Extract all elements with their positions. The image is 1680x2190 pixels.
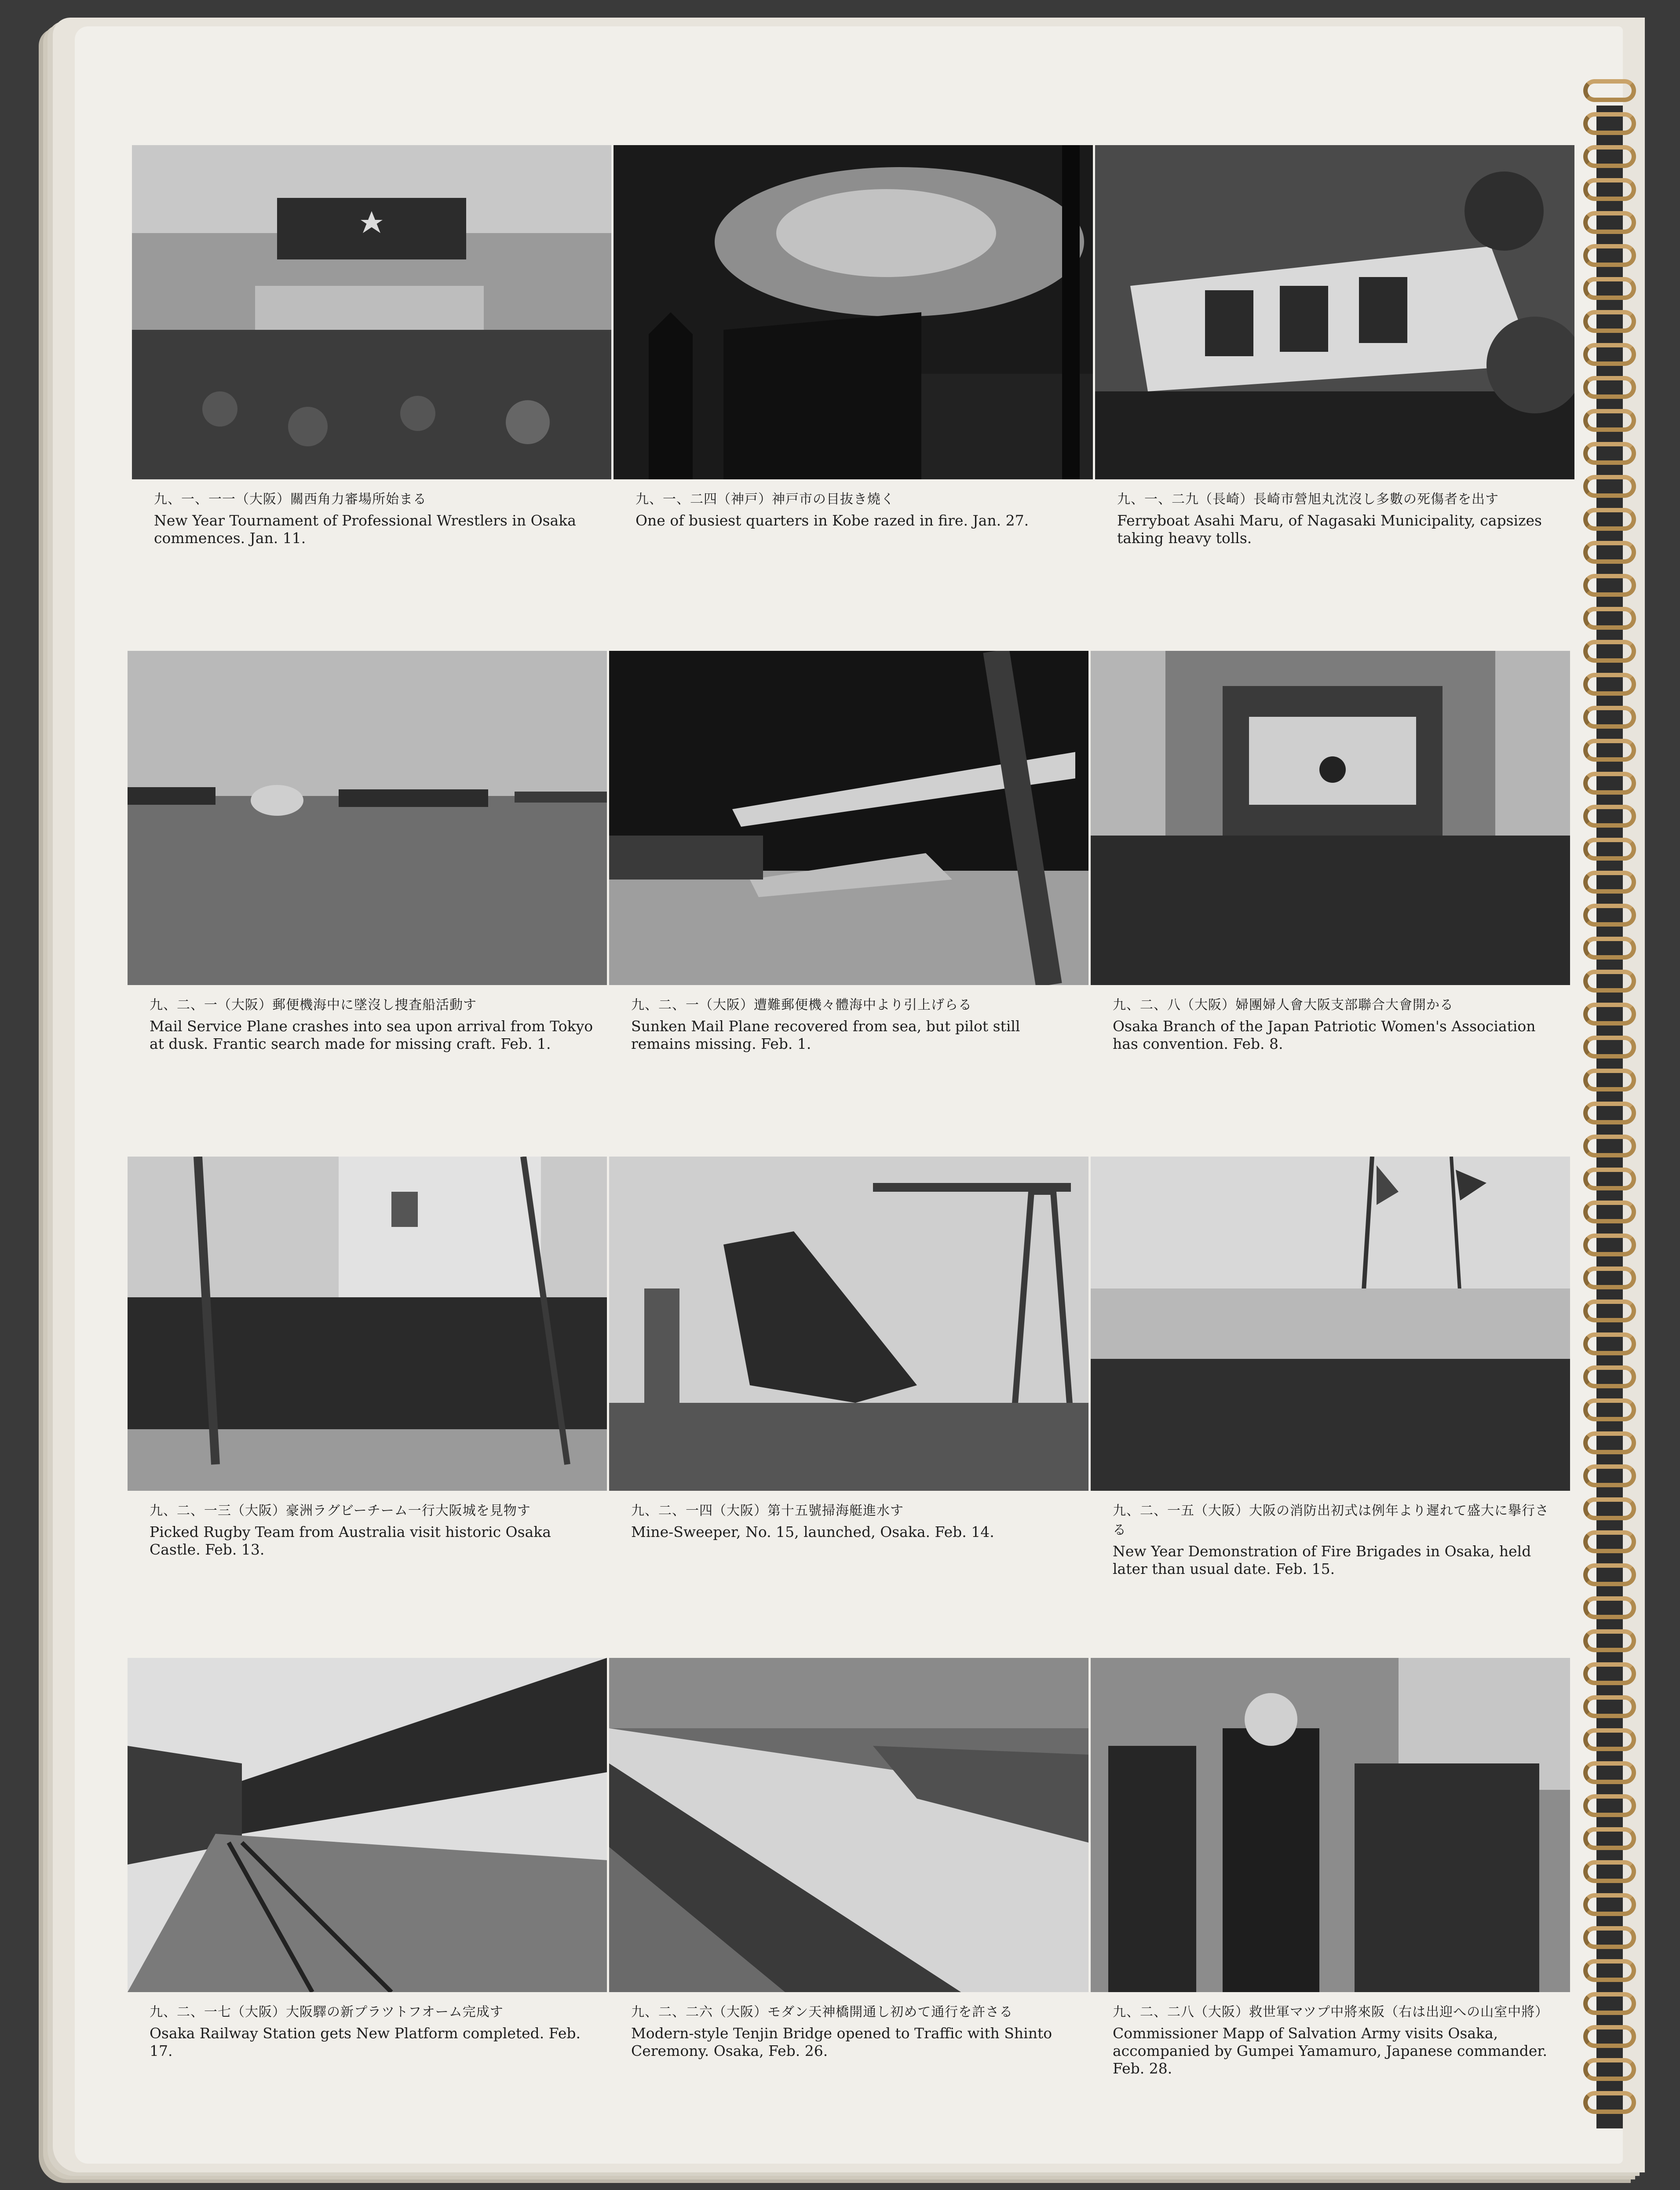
caption [154,488,603,547]
caption-text: Mail Service Plane crashes into sea upon arrival from Tokyo at dusk. Frantic search made for missing craft. Feb. 1. [150,1018,593,1052]
spiral-coil [1583,1398,1636,1421]
caption [150,2001,598,2060]
caption [1113,1500,1561,1578]
spiral-coil [1583,1365,1636,1388]
caption-number: 九、一、二四（神戸）神戸市の目抜き燒く [635,492,895,507]
photo-mine-sweeper-launch [609,1157,1088,1491]
caption-text: New Year Tournament of Professional Wrestlers in Osaka commences. Jan. 11. [154,512,576,547]
spiral-coil [1583,1728,1636,1751]
spiral-coil [1583,838,1636,861]
spiral-coil [1583,1530,1636,1553]
spiral-coil [1583,739,1636,762]
spiral-coil [1583,1201,1636,1223]
spiral-coil [1583,2058,1636,2081]
caption [1113,2001,1561,2077]
spiral-coil [1583,574,1636,597]
caption-text: Picked Rugby Team from Australia visit historic Osaka Castle. Feb. 13. [150,1523,551,1558]
spiral-coil [1583,607,1636,630]
spiral-coil [1583,2091,1636,2114]
spiral-coil [1583,673,1636,696]
spiral-coil [1583,1695,1636,1718]
spiral-coil [1583,1135,1636,1157]
spiral-coil [1583,1332,1636,1355]
spiral-coil [1583,376,1636,399]
caption-number: 九、二、一七（大阪）大阪驛の新プラツトフオーム完成す [150,2004,504,2020]
spiral-coil [1583,145,1636,168]
spiral-coil [1583,409,1636,432]
photo-salvation-army-commissioner [1091,1658,1570,1992]
caption-number: 九、二、一五（大阪）大阪の消防出初式は例年より遲れて盛大に擧行さる [1113,1503,1549,1538]
caption-number: 九、二、一（大阪）郵便機海中に墜沒し捜査船活動す [150,997,477,1013]
photo-tenjin-bridge-opening [609,1658,1088,1992]
spiral-coil [1583,1629,1636,1652]
spiral-coil [1583,1860,1636,1883]
caption-number: 九、一、二九（長崎）長崎市營旭丸沈沒し多數の死傷者を出す [1117,492,1499,507]
spiral-coil [1583,1926,1636,1949]
spiral-coil [1583,1168,1636,1190]
caption [150,1500,598,1559]
spiral-coil [1583,1036,1636,1058]
spiral-coil [1583,970,1636,993]
spiral-coil [1583,640,1636,663]
spiral-coil [1583,1992,1636,2015]
spiral-coil [1583,1299,1636,1322]
spiral-coil [1583,1003,1636,1026]
spiral-coil [1583,2025,1636,2048]
photo-plane-crash-search [128,651,607,985]
caption-number: 九、二、八（大阪）婦團婦人會大阪支部聯合大會開かる [1113,997,1454,1013]
spiral-coil [1583,1431,1636,1454]
spiral-coil [1583,772,1636,795]
photo-osaka-railway-platform [128,1658,607,1992]
spiral-coil [1583,1596,1636,1619]
caption-text: One of busiest quarters in Kobe razed in fire. Jan. 27. [635,512,1029,529]
caption-text: Commissioner Mapp of Salvation Army visits Osaka, accompanied by Gumpei Yamamuro, Japanese commander. Feb. 28. [1113,2025,1548,2077]
spiral-coil [1583,1102,1636,1124]
spiral-coil [1583,508,1636,531]
photo-mail-plane-recovered [609,651,1088,985]
caption-text: New Year Demonstration of Fire Brigades in Osaka, held later than usual date. Feb. 15. [1113,1543,1531,1577]
caption [631,1500,1080,1541]
spiral-coil [1583,1267,1636,1289]
spiral-coil [1583,442,1636,465]
spiral-coil [1583,1794,1636,1817]
caption-number: 九、二、一（大阪）遭難郵便機々體海中より引上げらる [631,997,972,1013]
caption [635,488,1084,529]
spiral-coil [1583,1464,1636,1487]
spiral-coil [1583,79,1636,102]
photo-rugby-team-castle [128,1157,607,1491]
caption-number: 九、二、一四（大阪）第十五號掃海艇進水す [631,1503,904,1518]
spiral-coil [1583,805,1636,828]
spiral-coil [1583,1893,1636,1916]
caption-text: Modern-style Tenjin Bridge opened to Traffic with Shinto Ceremony. Osaka, Feb. 26. [631,2025,1052,2059]
spiral-coil [1583,904,1636,927]
spiral-coil [1583,1069,1636,1091]
spiral-coil [1583,1959,1636,1982]
spiral-coil [1583,244,1636,267]
spiral-coil [1583,1497,1636,1520]
caption [1117,488,1566,547]
caption-number: 九、二、一三（大阪）豪洲ラグビーチーム一行大阪城を見物す [150,1503,531,1518]
caption [1113,994,1561,1053]
spiral-coil [1583,937,1636,960]
spiral-coil [1583,871,1636,894]
spiral-coil [1583,1827,1636,1850]
spiral-coil [1583,310,1636,333]
caption-number: 九、一、一一（大阪）關西角力審場所始まる [154,492,427,507]
caption [150,994,598,1053]
spiral-coil [1583,1662,1636,1685]
photo-ferryboat-capsized [1095,145,1574,479]
photo-kobe-fire [614,145,1093,479]
caption [631,2001,1080,2060]
spiral-coil [1583,211,1636,234]
caption-text: Mine-Sweeper, No. 15, launched, Osaka. Feb. 14. [631,1523,994,1540]
caption [631,994,1080,1053]
caption-text: Ferryboat Asahi Maru, of Nagasaki Municipality, capsizes taking heavy tolls. [1117,512,1542,547]
photo-fire-brigade-demonstration [1091,1157,1570,1491]
caption-text: Sunken Mail Plane recovered from sea, but pilot still remains missing. Feb. 1. [631,1018,1020,1052]
photo-womens-association-convention [1091,651,1570,985]
caption-text: Osaka Railway Station gets New Platform completed. Feb. 17. [150,2025,581,2059]
spiral-coil [1583,541,1636,564]
caption-number: 九、二、二六（大阪）モダン天神橋開通し初めて通行を許さる [631,2004,1013,2020]
spiral-coil [1583,1761,1636,1784]
spiral-coil [1583,706,1636,729]
spiral-coil [1583,178,1636,201]
spiral-coil [1583,1563,1636,1586]
spiral-coil [1583,112,1636,135]
photo-wrestling-tournament [132,145,611,479]
caption-number: 九、二、二八（大阪）救世軍マツプ中將來阪（右は出迎への山室中將） [1113,2004,1549,2020]
caption-text: Osaka Branch of the Japan Patriotic Women's Association has convention. Feb. 8. [1113,1018,1536,1052]
spiral-coil [1583,277,1636,300]
spiral-coil [1583,343,1636,366]
spiral-coil [1583,1234,1636,1256]
spiral-binding [1583,79,1640,2146]
spiral-coil [1583,475,1636,498]
